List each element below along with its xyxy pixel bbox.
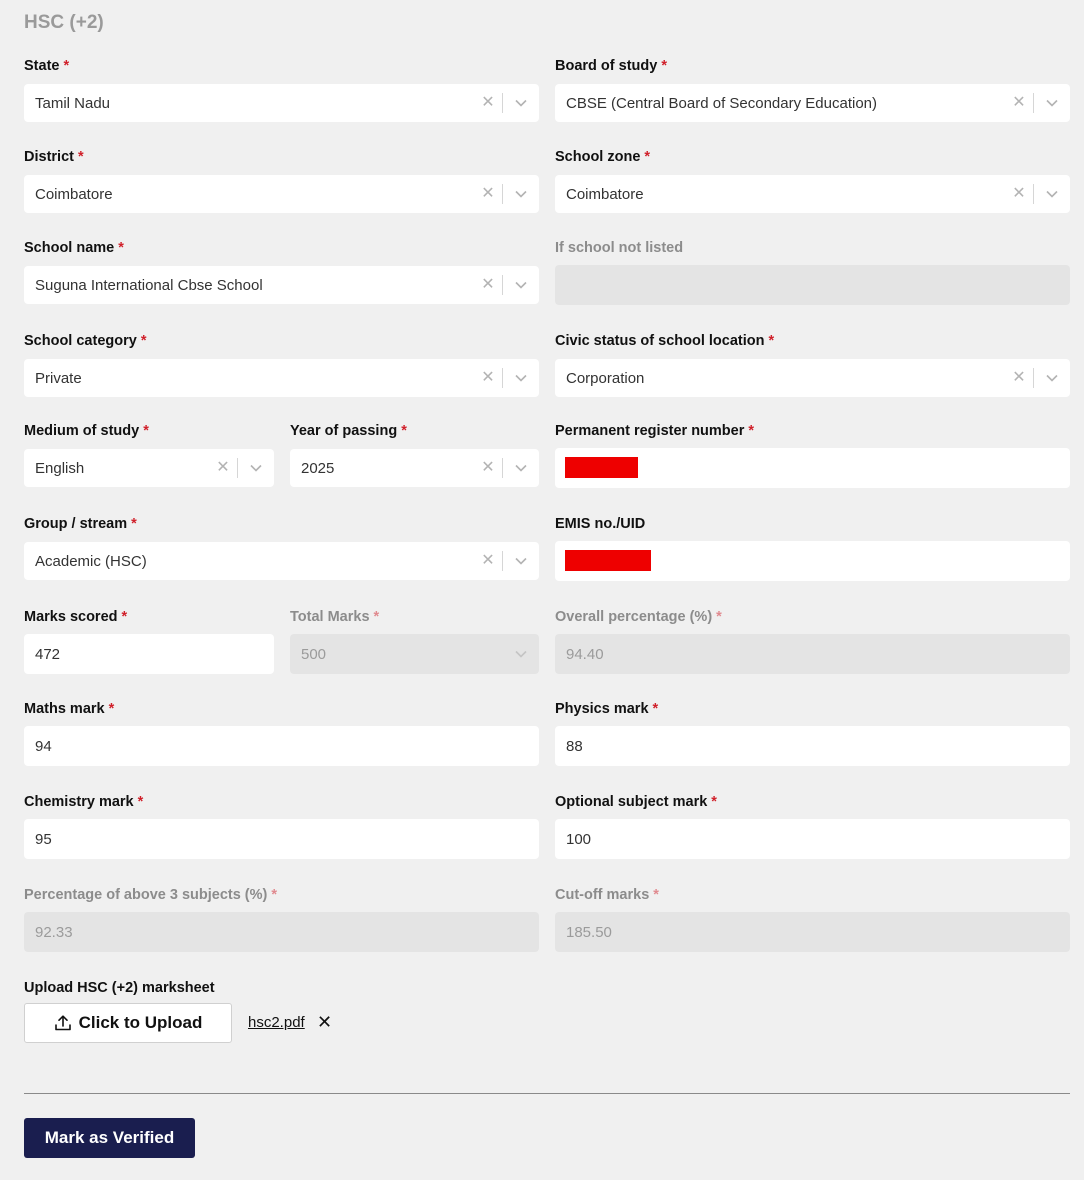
school-category-label: School category — [24, 333, 137, 349]
uploaded-file-link[interactable]: hsc2.pdf — [248, 1014, 305, 1031]
group-label: Group / stream — [24, 516, 128, 532]
school-not-listed-input — [555, 265, 1070, 305]
chemistry-field — [24, 792, 539, 859]
board-label: Board of study — [555, 58, 658, 74]
required-marker: * — [108, 701, 115, 717]
district-value: Coimbatore — [35, 185, 113, 203]
upload-field — [24, 978, 539, 998]
medium-value: English — [35, 459, 85, 477]
physics-label: Physics mark — [555, 701, 649, 717]
required-marker: * — [652, 701, 659, 717]
clear-icon[interactable]: ✕ — [1012, 94, 1026, 111]
cutoff-input — [555, 912, 1070, 952]
year-field — [290, 421, 539, 487]
clear-icon[interactable]: ✕ — [481, 459, 495, 476]
cutoff-label: Cut-off marks — [555, 887, 650, 903]
chevron-down-icon[interactable] — [503, 449, 539, 487]
board-select[interactable] — [555, 84, 1070, 122]
required-marker: * — [661, 58, 667, 74]
district-select[interactable] — [24, 175, 539, 213]
clear-icon[interactable]: ✕ — [216, 459, 230, 476]
subjects-percentage-label: Percentage of above 3 subjects (%) — [24, 887, 268, 903]
upload-label: Upload HSC (+2) marksheet — [24, 980, 215, 996]
overall-percentage-input — [555, 634, 1070, 674]
chevron-down-icon[interactable] — [503, 542, 539, 580]
register-number-input[interactable] — [555, 448, 1070, 488]
civic-status-field — [555, 331, 1070, 397]
year-value: 2025 — [301, 459, 335, 477]
clear-icon[interactable]: ✕ — [481, 552, 495, 569]
school-category-select[interactable] — [24, 359, 539, 397]
school-name-value: Suguna International Cbse School — [35, 276, 263, 294]
clear-icon[interactable]: ✕ — [481, 276, 495, 293]
overall-percentage-label: Overall percentage (%) — [555, 609, 713, 625]
mark-as-verified-button[interactable]: Mark as Verified — [24, 1118, 195, 1158]
district-field — [24, 147, 539, 213]
upload-button-label: Click to Upload — [78, 1013, 203, 1032]
chevron-down-icon[interactable] — [503, 175, 539, 213]
maths-label: Maths mark — [24, 701, 105, 717]
total-marks-select — [290, 634, 539, 674]
chevron-down-icon[interactable] — [503, 84, 539, 122]
required-marker: * — [63, 58, 70, 74]
clear-icon[interactable]: ✕ — [1012, 369, 1026, 386]
optional-subject-value: 100 — [566, 830, 592, 848]
total-marks-value: 500 — [301, 645, 327, 663]
required-marker: * — [77, 149, 84, 165]
required-marker: * — [644, 149, 651, 165]
optional-subject-input[interactable] — [555, 819, 1070, 859]
school-not-listed-field — [555, 238, 1070, 305]
total-marks-field — [290, 607, 539, 674]
group-value: Academic (HSC) — [35, 552, 147, 570]
required-marker: * — [140, 333, 147, 349]
required-marker: * — [143, 423, 149, 439]
optional-subject-field — [555, 792, 1070, 859]
required-marker: * — [748, 423, 755, 439]
school-name-label: School name — [24, 240, 115, 256]
group-field — [24, 514, 539, 580]
group-select[interactable] — [24, 542, 539, 580]
required-marker: * — [373, 609, 380, 625]
emis-label: EMIS no./UID — [555, 516, 646, 532]
emis-field — [555, 514, 1070, 581]
school-category-value: Private — [35, 369, 82, 387]
medium-field — [24, 421, 274, 487]
medium-label: Medium of study — [24, 423, 140, 439]
maths-value: 94 — [35, 737, 52, 755]
school-name-select[interactable] — [24, 266, 539, 304]
school-zone-label: School zone — [555, 149, 641, 165]
board-value: CBSE (Central Board of Secondary Education) — [566, 94, 877, 112]
state-select[interactable] — [24, 84, 539, 122]
state-field — [24, 56, 539, 122]
register-number-field — [555, 421, 1070, 488]
required-marker: * — [653, 887, 659, 903]
redacted-value — [565, 457, 638, 478]
state-label: State — [24, 58, 60, 74]
redacted-value — [565, 550, 651, 571]
marks-scored-input[interactable] — [24, 634, 274, 674]
upload-button[interactable] — [24, 1003, 232, 1043]
required-marker: * — [118, 240, 124, 256]
required-marker: * — [271, 887, 278, 903]
school-zone-value: Coimbatore — [566, 185, 644, 203]
divider — [24, 1093, 1070, 1094]
physics-field — [555, 699, 1070, 766]
total-marks-label: Total Marks — [290, 609, 370, 625]
maths-field — [24, 699, 539, 766]
required-marker: * — [131, 516, 137, 532]
chevron-down-icon[interactable] — [238, 449, 274, 487]
chevron-down-icon[interactable] — [1034, 175, 1070, 213]
required-marker: * — [711, 794, 717, 810]
year-label: Year of passing — [290, 423, 398, 439]
section-title: HSC (+2) — [24, 12, 104, 33]
required-marker: * — [121, 609, 128, 625]
state-value: Tamil Nadu — [35, 94, 111, 112]
cutoff-field — [555, 885, 1070, 952]
chevron-down-icon[interactable] — [1034, 84, 1070, 122]
chevron-down-icon[interactable] — [503, 359, 539, 397]
clear-icon[interactable]: ✕ — [481, 369, 495, 386]
civic-status-value: Corporation — [566, 369, 645, 387]
required-marker: * — [137, 794, 144, 810]
clear-icon[interactable]: ✕ — [481, 185, 495, 202]
subjects-percentage-input — [24, 912, 539, 952]
marks-scored-label: Marks scored — [24, 609, 118, 625]
board-field — [555, 56, 1070, 122]
medium-select[interactable] — [24, 449, 274, 487]
chemistry-label: Chemistry mark — [24, 794, 134, 810]
physics-input[interactable] — [555, 726, 1070, 766]
chemistry-value: 95 — [35, 830, 52, 848]
overall-percentage-value: 94.40 — [566, 645, 604, 663]
civic-status-select[interactable] — [555, 359, 1070, 397]
subjects-percentage-value: 92.33 — [35, 923, 73, 941]
remove-file-icon[interactable]: ✕ — [317, 1012, 333, 1032]
marks-scored-value: 472 — [35, 645, 61, 663]
emis-input[interactable] — [555, 541, 1070, 581]
chevron-down-icon[interactable] — [1034, 359, 1070, 397]
clear-icon[interactable]: ✕ — [1012, 185, 1026, 202]
year-select[interactable] — [290, 449, 539, 487]
optional-subject-label: Optional subject mark — [555, 794, 708, 810]
chevron-down-icon[interactable] — [503, 266, 539, 304]
required-marker: * — [768, 333, 775, 349]
required-marker: * — [716, 609, 722, 625]
clear-icon[interactable]: ✕ — [481, 94, 495, 111]
school-zone-select[interactable] — [555, 175, 1070, 213]
cutoff-value: 185.50 — [566, 923, 612, 941]
subjects-percentage-field — [24, 885, 539, 952]
register-number-label: Permanent register number — [555, 423, 745, 439]
maths-input[interactable] — [24, 726, 539, 766]
chevron-down-icon — [503, 635, 539, 673]
overall-percentage-field — [555, 607, 1070, 674]
school-name-field — [24, 238, 539, 304]
chemistry-input[interactable] — [24, 819, 539, 859]
district-label: District — [24, 149, 74, 165]
school-category-field — [24, 331, 539, 397]
school-not-listed-label: If school not listed — [555, 240, 684, 256]
required-marker: * — [401, 423, 407, 439]
civic-status-label: Civic status of school location — [555, 333, 765, 349]
physics-value: 88 — [566, 737, 583, 755]
school-zone-field — [555, 147, 1070, 213]
marks-scored-field — [24, 607, 274, 674]
upload-icon — [54, 1014, 72, 1032]
